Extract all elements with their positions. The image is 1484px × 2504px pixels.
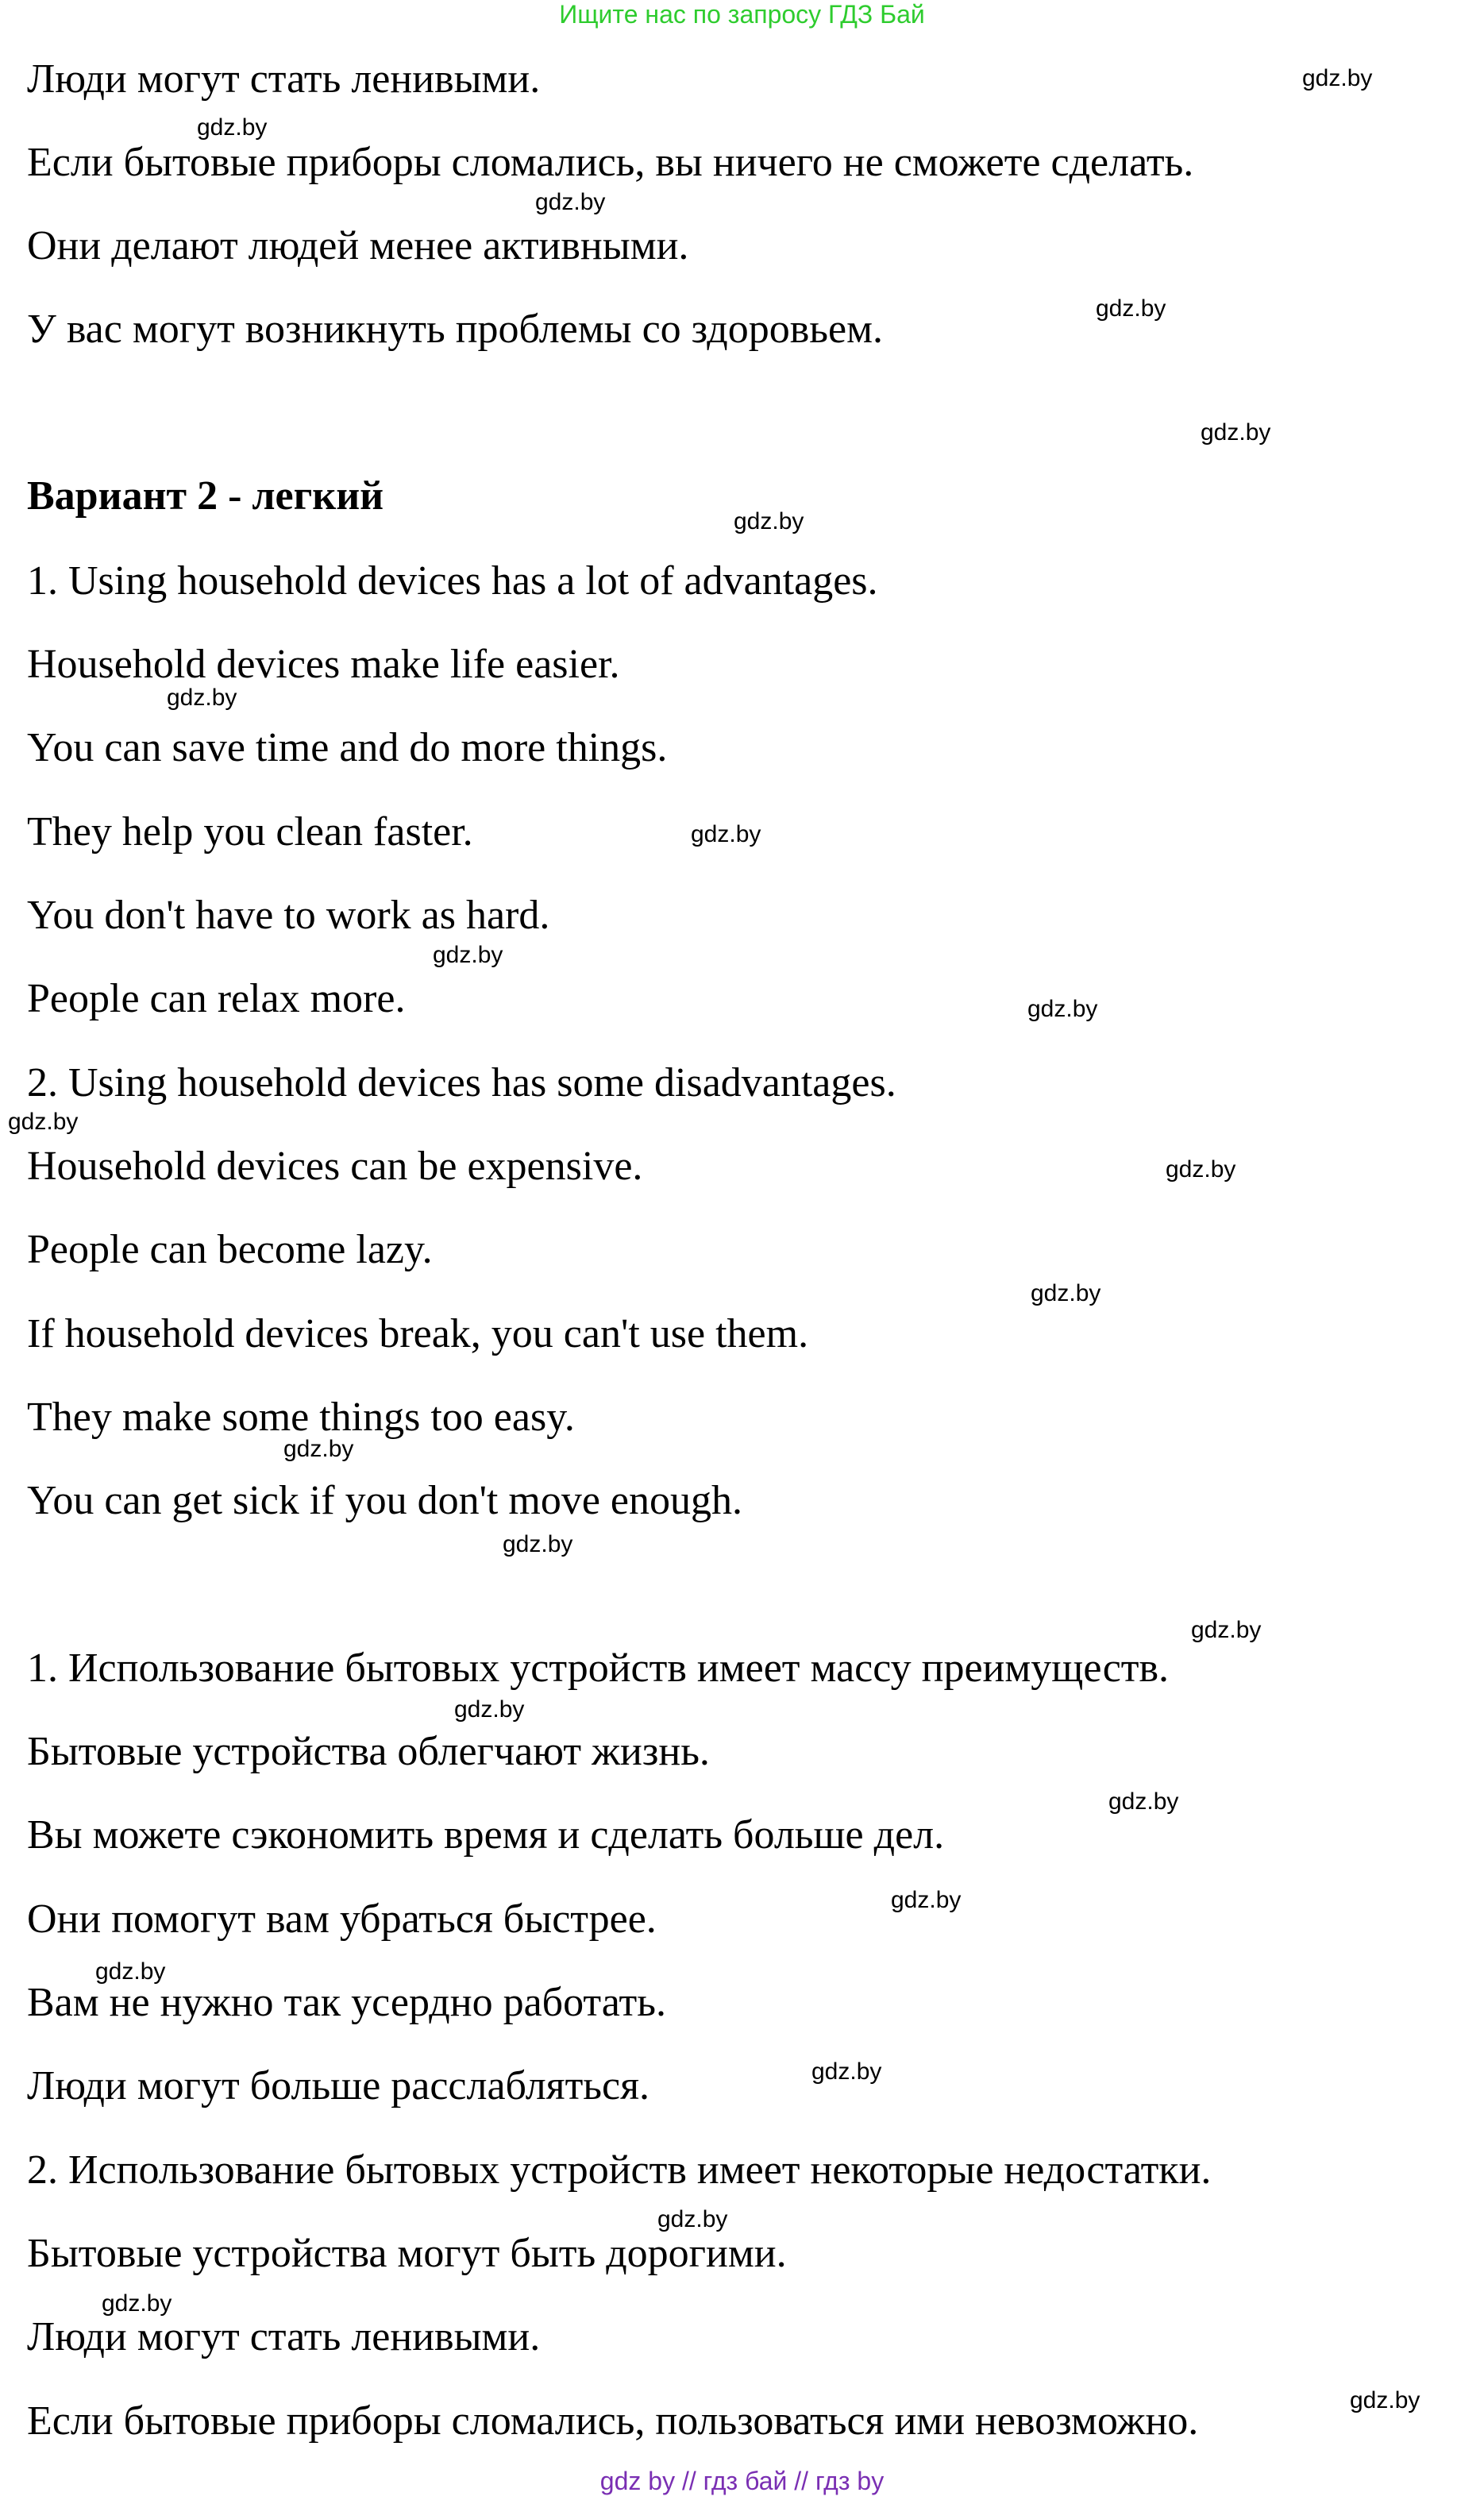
- watermark: gdz.by: [1201, 419, 1271, 446]
- text-line: Люди могут стать ленивыми.: [27, 56, 541, 102]
- text-line: Если бытовые приборы сломались, вы ничего не сможете сделать.: [27, 140, 1194, 185]
- text-line: Они делают людей менее активными.: [27, 223, 689, 268]
- watermark: gdz.by: [1350, 2387, 1420, 2413]
- watermark: gdz.by: [503, 1531, 573, 1557]
- text-line: They make some things too easy.: [27, 1395, 575, 1440]
- watermark: gdz.by: [535, 189, 606, 215]
- watermark: gdz.by: [1031, 1280, 1101, 1306]
- text-line: If household devices break, you can't use them.: [27, 1311, 809, 1356]
- text-line: They help you clean faster.: [27, 809, 473, 855]
- watermark: gdz.by: [891, 1887, 962, 1913]
- text-line: Вам не нужно так усердно работать.: [27, 1980, 666, 2025]
- watermark: gdz.by: [734, 508, 804, 534]
- text-line: Люди могут больше расслабляться.: [27, 2063, 650, 2109]
- watermark: gdz.by: [102, 2290, 172, 2317]
- watermark: gdz.by: [1096, 295, 1166, 322]
- footer-links: gdz by // гдз бай // гдз by: [599, 2467, 885, 2495]
- text-line: Если бытовые приборы сломались, пользоваться ими невозможно.: [27, 2398, 1199, 2444]
- watermark: gdz.by: [1027, 996, 1098, 1022]
- watermark: gdz.by: [811, 2058, 882, 2085]
- text-line: Household devices can be expensive.: [27, 1144, 643, 1189]
- text-line: You don't have to work as hard.: [27, 893, 550, 938]
- watermark: gdz.by: [8, 1109, 79, 1135]
- watermark: gdz.by: [1108, 1788, 1179, 1815]
- variant-heading: Вариант 2 - легкий: [27, 473, 384, 519]
- text-line: Вы можете сэкономить время и сделать больше дел.: [27, 1812, 945, 1858]
- text-line: 2. Using household devices has some disadvantages.: [27, 1060, 896, 1105]
- watermark: gdz.by: [691, 821, 761, 847]
- text-line: People can become lazy.: [27, 1227, 433, 1272]
- text-line: Household devices make life easier.: [27, 642, 620, 687]
- text-line: Бытовые устройства облегчают жизнь.: [27, 1729, 710, 1774]
- search-banner: Ищите нас по запросу ГДЗ Бай: [559, 0, 925, 29]
- text-line: 1. Использование бытовых устройств имеет массу преимуществ.: [27, 1646, 1170, 1691]
- watermark: gdz.by: [95, 1958, 166, 1985]
- watermark: gdz.by: [167, 685, 237, 711]
- watermark: gdz.by: [433, 942, 503, 968]
- text-line: У вас могут возникнуть проблемы со здоровьем.: [27, 307, 883, 352]
- text-line: Бытовые устройства могут быть дорогими.: [27, 2231, 787, 2276]
- watermark: gdz.by: [657, 2206, 728, 2232]
- text-line: You can get sick if you don't move enough.: [27, 1478, 742, 1523]
- watermark: gdz.by: [1302, 65, 1373, 91]
- watermark: gdz.by: [1191, 1617, 1262, 1643]
- text-line: 1. Using household devices has a lot of advantages.: [27, 558, 878, 604]
- watermark: gdz.by: [197, 114, 268, 141]
- text-line: Они помогут вам убраться быстрее.: [27, 1896, 657, 1942]
- text-line: You can save time and do more things.: [27, 725, 668, 770]
- watermark: gdz.by: [1166, 1156, 1236, 1183]
- text-line: Люди могут стать ленивыми.: [27, 2314, 541, 2359]
- text-line: 2. Использование бытовых устройств имеет некоторые недостатки.: [27, 2147, 1212, 2193]
- watermark: gdz.by: [454, 1696, 525, 1723]
- watermark: gdz.by: [283, 1436, 354, 1462]
- text-line: People can relax more.: [27, 976, 406, 1021]
